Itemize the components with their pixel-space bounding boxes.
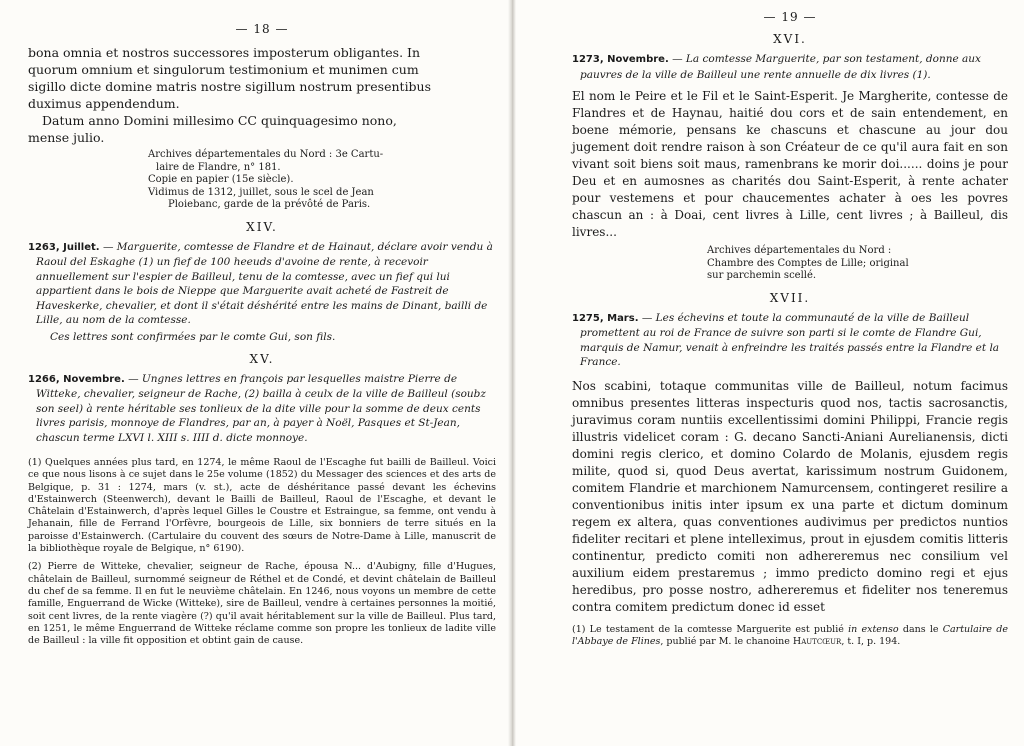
entry-summary: — La comtesse Marguerite, par son testament, donne aux pauvres de la ville de Bailleul une rente annuelle de dix livres (1).: [580, 53, 981, 81]
entry-summary: — Marguerite, comtesse de Flandre et de Hainaut, déclare avoir vendu à Raoul del Eskaghe (1) un fief de 100 heeuds d'avoine de rente, à recevoir annuellement sur l'espier de Bailleul, tenu de la comtesse, avec un fief qui lui appartient dans le bois de Nieppe que Marguerite avait acheté de Fastreit de Haveskerke, chevalier, et dont il s'était déshérité entre les mains de Dinant, bailli de Lille, au nom de la comtesse.: [36, 240, 493, 326]
section-heading-xvii: XVII.: [769, 290, 811, 305]
footnote-italic: Cartulaire de l'Abbaye de Flines: [572, 623, 1008, 647]
archive-line: Ploiebanc, garde de la prévôté de Paris.: [168, 199, 371, 210]
page-number-left: — 18 —: [235, 22, 289, 36]
latin-charter-text: Nos scabini, totaque communitas ville de Bailleul, notum facimus omnibus presentes litteras inspecturis quod nos, tactis sacrosanctis, juravimus coram nuntiis excellentissimi domini Philippi, Francie regis illustris videlicet coram : G. decano Sancti-Aniani Aurelianensis, dicti domini regis clerico, et domino Colardo de Molanis, ejusdem regis milite, quod si, quod Deus avertat, karissimum nostrum Guidonem, comitem Flandrie et marchionem Namurcensem, contingeret resilire a conventionibus initis inter ipsum ex una parte et dictum dominum regem ex altera, quas conventiones audivimus per predictos nuntios fideliter recitari et plene intelleximus, prout in ejusdem comitis litteris continentur, predicto comiti non adhereremus nec consilium vel auxilium eidem prestaremus ; immo predicto domino regi et ejus heredibus, pro posse nostro, adhereremus et fideliter nos teneremus contra comitem predictum donec id esset: [572, 378, 1008, 614]
entry-date: 1275, Mars.: [572, 312, 639, 324]
latin-line: duximus appendendum.: [28, 96, 180, 111]
archive-line: Chambre des Comptes de Lille; original: [707, 257, 909, 269]
section-heading-xvi: XVI.: [773, 32, 807, 46]
footnote-text: , publié par M. le chanoine: [660, 635, 790, 647]
right-page: [512, 0, 1024, 746]
footnote-text: (1) Le testament de la comtesse Marguerite est publié: [572, 623, 844, 635]
latin-line: Datum anno Domini millesimo CC quinquagesimo nono,: [42, 113, 397, 128]
entry-date: 1263, Juillet.: [28, 241, 100, 253]
entry-summary: — Ungnes lettres en françois par lesquelles maistre Pierre de Witteke, chevalier, seigneur de Rache, (2) bailla à ceulx de la ville de Bailleul (soubz son seel) à rente héritable ses tonlieux de la dite ville pour la somme de deux cents livres parisis, monnoye de Flandres, par an, à payer à Noël, Pasques et St-Jean, chascun terme LXVI l. XIII s. IIII d. dicte monnoye.: [36, 372, 486, 444]
entry-summary: — Les échevins et toute la communauté de la ville de Bailleul promettent au roi de France de suivre son parti si le comte de Flandre Gui, marquis de Namur, venait à enfreindre les traités passés entre la Flandre et la France.: [580, 311, 1000, 368]
footnote-author: Hautcœur: [792, 635, 842, 647]
archive-line: Copie en papier (15e siècle).: [148, 174, 294, 185]
archive-citation: [28, 149, 496, 212]
entry-xvii: [572, 311, 1008, 370]
latin-line: sigillo dicte domine matris nostre sigillum nostrum presentibus: [28, 79, 432, 94]
latin-text-block: [28, 44, 496, 146]
old-french-text: El nom le Peire et le Fil et le Saint-Esperit. Je Margherite, contesse de Flandres et de Haynau, haitié dou cors et de sain entendement, en boene mémorie, pensans ke chascuns et chascune au jour dou jugement doit rendre raison à son Créateur de ce qu'il aura fait en son vivant soit biens soit maus, ramenbrans ke morir doi...... doins je pour Deu et en aumosnes as charités dou Saint-Esperit, à rente achater pour vestemens et pour chaucementes achater à oes les povres chascun an : à Doai, cent livres à Lille, cent livres ; à Bailleul, dis livres...: [572, 89, 1008, 239]
section-heading-xiv: XIV.: [246, 219, 278, 234]
entry-date: 1273, Novembre.: [572, 54, 669, 65]
latin-line: mense julio.: [28, 130, 105, 145]
archive-line: sur parchemin scellé.: [707, 270, 817, 281]
footnote-italic: in extenso: [848, 623, 899, 635]
entry-xv: [28, 372, 496, 446]
footnote-1-right: [572, 624, 1008, 649]
archive-citation-right: [572, 245, 1008, 283]
footnote-2-left: (2) Pierre de Witteke, chevalier, seigneur de Rache, épousa N... d'Aubigny, fille d'Hugues, châtelain de Bailleul, surnommé seigneur de Réthel et de Condé, et devint châtelain de Bailleul du chef de sa femme. Il en fut le neuvième châtelain. En 1246, nous voyons un membre de cette famille, Enguerrand de Wicke (Witteke), sire de Bailleul, vendre à certaines personnes la moitié, soit cent livres, de la rente viagère (?) qu'il avait héritablement sur la ville de Bailleul. Plus tard, en 1251, le même Enguerrand de Witteke réclame comme son propre les tonlieux de ladite ville de Bailleul : la ville fit opposition et obtint gain de cause.: [28, 561, 496, 647]
archive-line: laire de Flandre, n° 181.: [156, 161, 281, 173]
section-heading-xv: XV.: [249, 351, 275, 366]
latin-line: quorum omnium et singulorum testimonium et munimen cum: [28, 62, 419, 77]
entry-confirmation: Ces lettres sont confirmées par le comte Gui, son fils.: [50, 330, 336, 343]
page-number-right: — 19 —: [763, 10, 817, 24]
entry-xvi: [572, 52, 1008, 82]
footnote-1-left: (1) Quelques années plus tard, en 1274, le même Raoul de l'Escaghe fut bailli de Bailleul. Voici ce que nous lisons à ce sujet dans le 25e volume (1852) du Messager des sciences et des arts de Belgique, p. 31 : 1274, mars (v. st.), acte de déshéritance passé devant les échevins d'Estainwerch (Steenwerch), devant le Bailli de Bailleul, Raoul de l'Escaghe, et devant le Châtelain d'Estainwerch, d'après lequel Gilles le Coustre et Estraingue, sa femme, ont vendu à Jehanain, fille de Ferrand l'Orfèvre, bourgeois de Lille, six bonniers de terre situés en la paroisse d'Estainwerch. (Cartulaire du couvent des sœurs de Notre-Dame à Lille, manuscrit de la bibliothèque royale de Belgique, n° 6190).: [28, 457, 496, 555]
entry-date: 1266, Novembre.: [28, 373, 125, 385]
archive-line: Archives départementales du Nord : 3e Cartu-: [148, 149, 384, 160]
footnote-text: dans le: [902, 623, 939, 635]
entry-xiv: [28, 240, 496, 328]
archive-line: Vidimus de 1312, juillet, sous le scel de Jean: [148, 186, 374, 198]
archive-line: Archives départementales du Nord :: [707, 245, 892, 256]
latin-line: bona omnia et nostros successores imposterum obligantes. In: [28, 45, 420, 60]
footnote-text: , t. I, p. 194.: [841, 635, 901, 647]
